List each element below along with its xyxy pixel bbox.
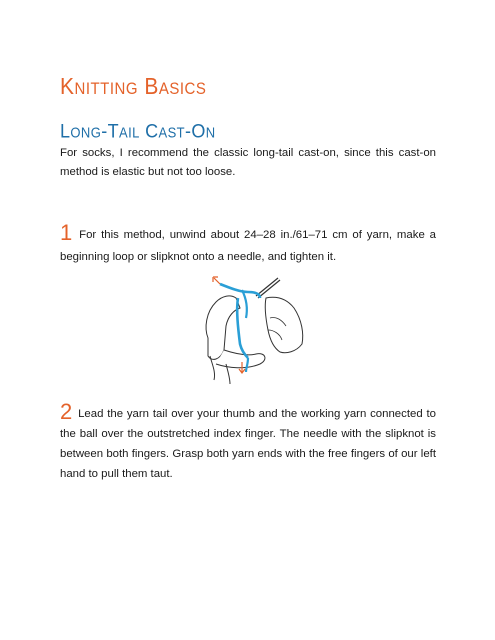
step-number: 2: [60, 399, 73, 424]
subsection-title: Long-Tail Cast-On: [60, 120, 216, 142]
step-2: [60, 399, 436, 484]
hands-casting-on-illustration: [186, 268, 316, 388]
step-number: 1: [60, 220, 73, 245]
step-1: [60, 222, 436, 268]
step-text: For this method, unwind about 24–28 in./61–71 cm of yarn, make a beginning loop or slipknot onto a needle, and tighten it.: [60, 229, 436, 263]
intro-paragraph: For socks, I recommend the classic long-tail cast-on, since this cast-on method is elastic but not too loose.: [60, 147, 436, 178]
section-title: Knitting Basics: [60, 74, 207, 100]
step-text: Lead the yarn tail over your thumb and the working yarn connected to the ball over the outstretched index finger. The needle with the slipknot is between both fingers. Grasp both yarn ends with the free fingers of our left hand to pull them taut.: [60, 408, 436, 480]
